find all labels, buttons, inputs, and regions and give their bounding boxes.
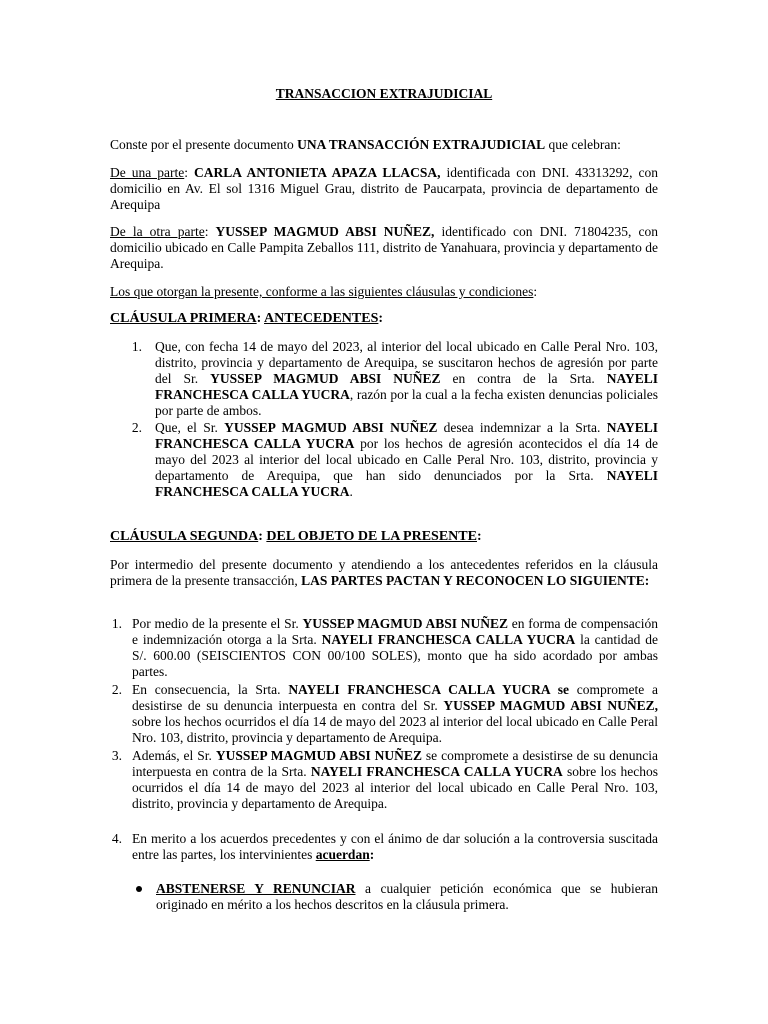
clause-one-colon: : xyxy=(256,311,265,326)
party-two-name: YUSSEP MAGMUD ABSI NUÑEZ, xyxy=(215,224,435,239)
bullet-dot-icon xyxy=(136,886,142,892)
item-bold: NAYELI FRANCHESCA CALLA YUCRA xyxy=(155,468,658,499)
clause-one-label: CLÁUSULA PRIMERA xyxy=(110,311,257,326)
item-text: Además, el Sr. xyxy=(132,748,216,763)
item-text: desea indemnizar a la Srta. xyxy=(437,420,607,435)
clause-two-name: DEL OBJETO DE LA PRESENTE xyxy=(266,529,477,544)
clauses-intro xyxy=(110,284,658,300)
clause-two-item-number: 1. xyxy=(111,616,122,631)
party-one-name: CARLA ANTONIETA APAZA LLACSA, xyxy=(194,165,441,180)
clause-one-item xyxy=(155,420,658,500)
item-bold: YUSSEP MAGMUD ABSI NUÑEZ xyxy=(224,420,438,435)
clause-two-item xyxy=(132,682,658,746)
item-text: sobre los hechos ocurridos el día 14 de mayo del 2023 al interior del local ubicado en Calle Peral Nro. 103, distrito, provincia y departamento de Arequipa. xyxy=(132,714,658,745)
party-one-paragraph xyxy=(110,165,658,213)
item-bold: NAYELI FRANCHESCA CALLA YUCRA xyxy=(321,632,576,647)
bullet-text: a cualquier petición económica que se hubieran originado en mérito a los hechos descritos en la cláusula primera. xyxy=(156,881,658,912)
clause-two-item-number: 3. xyxy=(111,748,122,763)
clause-two-item xyxy=(132,748,658,812)
item-bold: YUSSEP MAGMUD ABSI NUÑEZ xyxy=(302,616,509,631)
intro-text: Conste por el presente documento xyxy=(110,137,298,152)
item-text: Que, el Sr. xyxy=(155,420,225,435)
intro-bold: UNA TRANSACCIÓN EXTRAJUDICIAL xyxy=(297,137,546,152)
item-text: en contra de la Srta. xyxy=(440,371,607,386)
item-text: la cantidad de S/. 600.00 (SEISCIENTOS CON 00/100 SOLES), monto que ha sido acordado por ambas partes. xyxy=(132,632,658,679)
party-two-colon: : xyxy=(204,224,216,239)
clause-one-item-number: 2. xyxy=(131,420,142,435)
item-bold: NAYELI FRANCHESCA CALLA YUCRA xyxy=(155,371,658,402)
bullet-bold: ABSTENERSE Y RENUNCIAR xyxy=(156,881,356,896)
item-text: Que, con fecha 14 de mayo del 2023, al interior del local ubicado en Calle Peral Nro. 103, distrito, provincia y departamento de Arequipa, se suscitaron hechos de agresión por parte del Sr. xyxy=(155,339,658,386)
clause-two-item-number: 2. xyxy=(111,682,122,697)
clause-one-end: : xyxy=(378,311,384,326)
party-one-colon: : xyxy=(184,165,195,180)
item-bold-underlined: acuerdan xyxy=(315,847,370,862)
item-bold: YUSSEP MAGMUD ABSI NUÑEZ, xyxy=(443,698,658,713)
clause-two-intro-bold: LAS PARTES PACTAN Y RECONOCEN LO SIGUIENTE: xyxy=(301,573,650,588)
item-bold: YUSSEP MAGMUD ABSI NUÑEZ xyxy=(215,748,422,763)
item-text: en forma de compensación e indemnización otorga a la Srta. xyxy=(132,616,658,647)
clause-two-item-number: 4. xyxy=(111,831,122,846)
clauses-intro-colon: : xyxy=(533,284,538,299)
item-bold: NAYELI FRANCHESCA CALLA YUCRA xyxy=(155,420,658,451)
item-text: En consecuencia, la Srta. xyxy=(132,682,289,697)
clause-one-item xyxy=(155,339,658,419)
item-text: compromete a desistirse de su denuncia interpuesta en contra del Sr. xyxy=(132,682,658,713)
item-bold: NAYELI FRANCHESCA CALLA YUCRA xyxy=(310,764,563,779)
item-bold: YUSSEP MAGMUD ABSI NUÑEZ xyxy=(210,371,441,386)
item-colon: : xyxy=(369,847,375,862)
clause-two-heading xyxy=(110,529,658,545)
item-text: , razón por la cual a la fecha existen denuncias policiales por parte de ambos. xyxy=(155,387,658,418)
document-title: TRANSACCION EXTRAJUDICIAL xyxy=(275,86,493,101)
clause-two-item xyxy=(132,831,658,863)
party-two-label: De la otra parte xyxy=(110,224,205,239)
bullet-item xyxy=(156,881,658,913)
party-two-details: identificado con DNI. 71804235, con domicilio ubicado en Calle Pampita Zeballos 111, distrito de Yanahuara, provincia y departamento de Arequipa. xyxy=(110,224,658,271)
item-text: En merito a los acuerdos precedentes y con el ánimo de dar solución a la controversia suscitada entre las partes, los intervinientes xyxy=(132,831,658,862)
clause-two-item xyxy=(132,616,658,680)
clause-two-label: CLÁUSULA SEGUNDA xyxy=(110,529,259,544)
item-text: sobre los hechos ocurridos el día 14 de mayo del 2023 al interior del local ubicado en Calle Peral Nro. 103, distrito, provincia y departamento de Arequipa. xyxy=(132,764,658,811)
party-one-details: identificada con DNI. 43313292, con domicilio en Av. El sol 1316 Miguel Grau, distrito de Paucarpata, provincia de departamento de Arequipa xyxy=(110,165,658,212)
item-text: . xyxy=(349,484,353,499)
party-two-paragraph xyxy=(110,224,658,272)
clause-two-end: : xyxy=(476,529,482,544)
clause-two-colon: : xyxy=(258,529,267,544)
clause-two-intro-text: Por intermedio del presente documento y atendiendo a los antecedentes referidos en la cláusula primera de la presente transacción, xyxy=(110,557,658,588)
item-text: por los hechos de agresión acontecidos el día 14 de mayo del 2023 al interior del local ubicado en Calle Peral Nro. 103, distrito, provincia y departamento de Arequipa, que han sido denunciados por la Srta. xyxy=(155,436,658,483)
item-text: se compromete a desistirse de su denuncia interpuesta en contra de la Srta. xyxy=(132,748,658,779)
clause-one-name: ANTECEDENTES xyxy=(264,311,379,326)
clause-two-intro xyxy=(110,557,658,589)
intro-paragraph xyxy=(110,137,658,153)
clause-one-heading xyxy=(110,311,658,327)
clauses-intro-text: Los que otorgan la presente, conforme a las siguientes cláusulas y condiciones xyxy=(110,284,534,299)
party-one-label: De una parte xyxy=(110,165,185,180)
item-bold: NAYELI FRANCHESCA CALLA YUCRA se xyxy=(288,682,569,697)
item-text: Por medio de la presente el Sr. xyxy=(132,616,303,631)
intro-suffix: que celebran: xyxy=(545,137,621,152)
clause-one-item-number: 1. xyxy=(131,339,142,354)
